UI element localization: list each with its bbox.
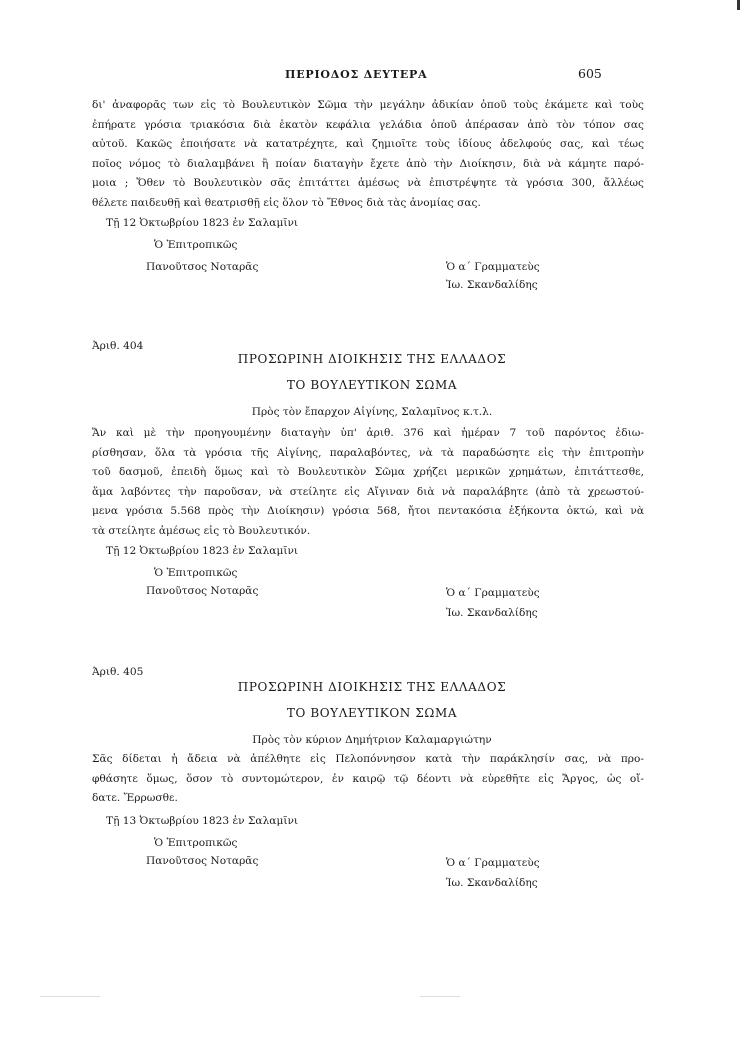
text-line: φθάσητε ὅμως, ὅσον τὸ συντομώτερον, ἐν καιρῷ τῷ δέοντι νὰ εὑρεθῆτε εἰς Ἄργος, ὡς οἴ- bbox=[92, 772, 644, 785]
text-line: τοῦ δασμοῦ, ἐπειδὴ ὅμως καὶ τὸ Βουλευτικὸν Σῶμα χρήζει μερικῶν χρημάτων, ἐπιτάττεσθε, bbox=[92, 466, 644, 479]
text-line: δατε. Ἔρρωσθε. bbox=[92, 792, 178, 805]
secretary-title: Ὁ α΄ Γραμματεὺς bbox=[446, 857, 540, 869]
text-line: τὰ στείλητε ἀμέσως εἰς τὸ Βουλευτικόν. bbox=[92, 524, 311, 537]
letter-body bbox=[92, 424, 644, 542]
document-number: Ἀριθ. 404 bbox=[92, 340, 144, 352]
text-line: θέλετε παιδευθῇ καὶ θεατρισθῇ εἰς ὅλον τὸ Ἔθνος διὰ τὰς ἀνομίας σας. bbox=[92, 196, 481, 209]
continued-letter-body bbox=[92, 96, 644, 214]
secretary-name: Ἰω. Σκανδαλίδης bbox=[446, 607, 538, 619]
document-subheading: ΤΟ ΒΟΥΛΕΥΤΙΚΟΝ ΣΩΜΑ bbox=[286, 706, 458, 720]
page-number: 605 bbox=[578, 66, 602, 81]
scan-corner-mark bbox=[737, 0, 740, 10]
text-line: ἐπήρατε γρόσια τριακόσια διὰ ἑκατὸν κεφάλια γελάδια ὁποῦ ἀπέρασαν ἀπὸ τὸν τόπον σας bbox=[92, 118, 644, 131]
addressee: Πρὸς τὸν ἔπαρχον Αἰγίνης, Σαλαμῖνος κ.τ.λ. bbox=[251, 406, 493, 418]
text-line: ἅμα λαβόντες τὴν παροῦσαν, νὰ στείλητε εἰς Αἴγιναν διὰ νὰ παραλάβητε (ἀπὸ τὰ χρεωστού- bbox=[92, 485, 644, 498]
document-subheading: ΤΟ ΒΟΥΛΕΥΤΙΚΟΝ ΣΩΜΑ bbox=[286, 378, 458, 392]
commissioner-title: Ὁ Ἐπιτροπικῶς bbox=[154, 567, 238, 579]
text-line: μοια ; Ὅθεν τὸ Βουλευτικὸν σᾶς ἐπιτάττει ἀμέσως νὰ ἐπιστρέψητε τὰ γρόσια 300, ἄλλέως bbox=[92, 177, 644, 190]
commissioner-title: Ὁ Ἐπιτροπικῶς bbox=[154, 239, 238, 251]
letter-date: Τῇ 12 Ὀκτωβρίου 1823 ἐν Σαλαμῖνι bbox=[106, 217, 299, 229]
commissioner-title: Ὁ Ἐπιτροπικῶς bbox=[154, 837, 238, 849]
text-line: μενα γρόσια 5.568 πρὸς τὴν Διοίκησιν) γρόσια 568, ἤτοι πεντακόσια ἑξήκοντα ὀκτώ, καὶ νὰ bbox=[92, 505, 644, 518]
text-line: δι' ἀναφορᾶς των εἰς τὸ Βουλευτικὸν Σῶμα τὴν μεγάλην ἀδικίαν ὁποῦ τοὺς ἐκάμετε καὶ τοὺς bbox=[92, 99, 644, 111]
letter-date: Τῇ 12 Ὀκτωβρίου 1823 ἐν Σαλαμῖνι bbox=[106, 545, 299, 557]
document-heading: ΠΡΟΣΩΡΙΝΗ ΔΙΟΙΚΗΣΙΣ ΤΗΣ ΕΛΛΑΔΟΣ bbox=[237, 352, 507, 366]
document-heading: ΠΡΟΣΩΡΙΝΗ ΔΙΟΙΚΗΣΙΣ ΤΗΣ ΕΛΛΑΔΟΣ bbox=[237, 680, 507, 694]
commissioner-name: Πανοῦτσος Νοταρᾶς bbox=[146, 261, 259, 273]
secretary-name: Ἰω. Σκανδαλίδης bbox=[446, 279, 538, 291]
text-line: ρίσθησαν, ὅλα τὰ γρόσια τῆς Αἰγίνης, παραλαβόντες, νὰ τὰ παραδώσητε εἰς τὴν ἐπιτροπὴν bbox=[92, 446, 644, 459]
commissioner-name: Πανοῦτσος Νοταρᾶς bbox=[146, 585, 259, 597]
addressee: Πρὸς τὸν κύριον Δημήτριον Καλαμαργιώτην bbox=[252, 734, 492, 746]
document-number: Ἀριθ. 405 bbox=[92, 666, 144, 678]
letter-body bbox=[92, 750, 644, 809]
text-line: αὐτοῦ. Κακῶς ἐποιήσατε νὰ κατατρέχητε, καὶ ζημιοῖτε τοὺς ἰδίους ἀδελφούς σας, καὶ τέως bbox=[92, 138, 644, 151]
running-head: ΠΕΡΙΟΔΟΣ ΔΕΥΤΕΡΑ bbox=[285, 68, 428, 81]
letter-date: Τῇ 13 Ὀκτωβρίου 1823 ἐν Σαλαμῖνι bbox=[106, 815, 299, 827]
secretary-name: Ἰω. Σκανδαλίδης bbox=[446, 877, 538, 889]
secretary-title: Ὁ α΄ Γραμματεὺς bbox=[446, 587, 540, 599]
scan-artifact bbox=[420, 996, 460, 997]
secretary-title: Ὁ α΄ Γραμματεὺς bbox=[446, 261, 540, 273]
text-line: ποῖος νόμος τὸ διαλαμβάνει ἢ ποίαν διαταγὴν ἔχετε ἀπὸ τὴν Διοίκησιν, διὰ νὰ κάμητε παρό- bbox=[92, 157, 644, 170]
text-line: Σᾶς δίδεται ἡ ἄδεια νὰ ἀπέλθητε εἰς Πελοπόννησον κατὰ τὴν παράκλησίν σας, νὰ προ- bbox=[92, 753, 644, 765]
commissioner-name: Πανοῦτσος Νοταρᾶς bbox=[146, 855, 259, 867]
scan-artifact bbox=[40, 996, 100, 997]
text-line: Ἄν καὶ μὲ τὴν προηγουμένην διαταγὴν ὑπ' ἀριθ. 376 καὶ ἡμέραν 7 τοῦ παρόντος ἐδιω- bbox=[92, 427, 644, 439]
